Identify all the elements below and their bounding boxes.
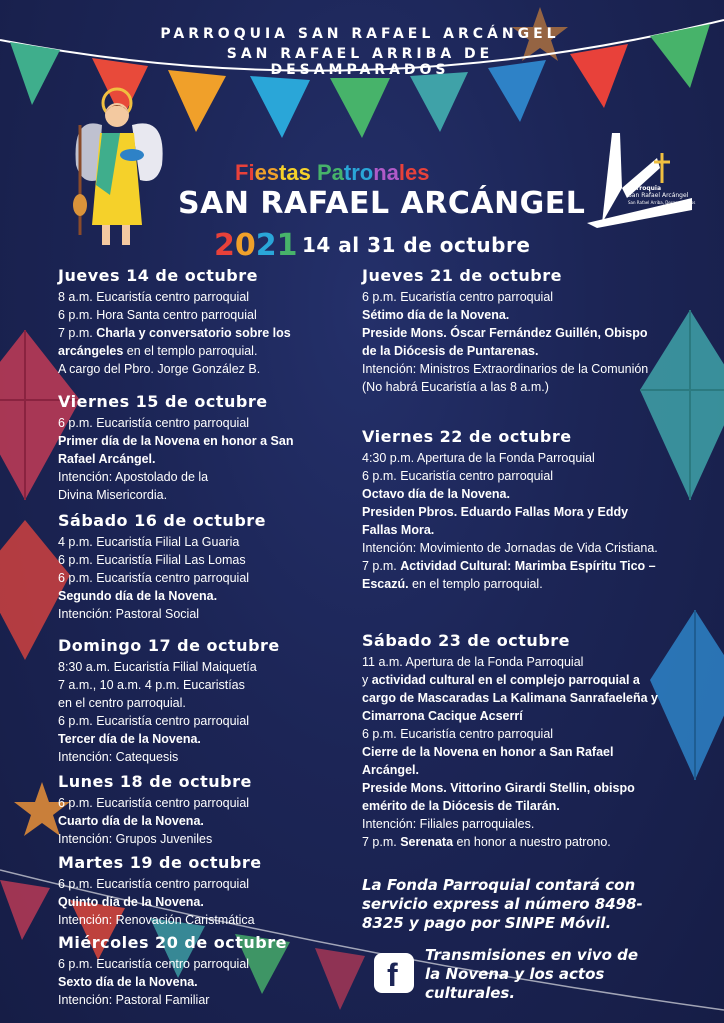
day-friday-22: Viernes 22 de octubre 4:30 p.m. Apertura de la Fonda Parroquial 6 p.m. Eucaristía centro parroquial Octavo día de la Novena. Presiden Pbros. Eduardo Fallas Mora y Eddy Fallas Mora. Intención: Movimiento de Jornadas de Vida Cristiana. 7 p.m. Actividad Cultural: Marimba Espíritu Tico – Escazú. en el templo parroquial. <box>362 427 662 593</box>
fonda-express-note: La Fonda Parroquial contará con servicio express al número 8498-8325 y pago por SINPE Móvil. <box>362 876 643 932</box>
fiestas-title-chunk: les <box>398 160 430 185</box>
day-title: Jueves 14 de octubre <box>58 266 258 285</box>
day-title: Sábado 16 de octubre <box>58 511 267 530</box>
day-title: Jueves 21 de octubre <box>362 266 562 285</box>
day-thursday-21: Jueves 21 de octubre 6 p.m. Eucaristía centro parroquial Sétimo día de la Novena. Preside Mons. Óscar Fernández Guillén, Obispo de la Diócesis de Puntarenas. Intención: Ministros Extraordinarios de la Comunión (No habrá Eucaristía a las 8 a.m.) <box>362 266 662 396</box>
day-title: Martes 19 de octubre <box>58 853 262 872</box>
live-transmissions-note: Transmisiones en vivo de la Novena y los actos culturales. <box>425 946 639 1002</box>
fiestas-title-chunk: Pa <box>316 160 344 185</box>
day-sunday-17: Domingo 17 de octubre 8:30 a.m. Eucaristía Filial Maiquetía 7 a.m., 10 a.m. 4 p.m. Eucaristías en el centro parroquial. 6 p.m. Eucaristía centro parroquial Tercer día de la Novena. Intención: Catequesis <box>58 636 358 766</box>
day-title: Viernes 15 de octubre <box>58 392 268 411</box>
day-title: Viernes 22 de octubre <box>362 427 572 446</box>
parish-logo <box>582 128 702 228</box>
fiestas-title-chunk: tas <box>279 160 317 185</box>
fiestas-title-chunk: es <box>254 160 280 185</box>
day-saturday-16: Sábado 16 de octubre 4 p.m. Eucaristía Filial La Guaria 6 p.m. Eucaristía Filial Las Lomas 6 p.m. Eucaristía centro parroquial Segundo día de la Novena. Intención: Pastoral Social <box>58 511 358 623</box>
fiestas-patronales-title <box>235 160 430 186</box>
day-tuesday-19: Martes 19 de octubre 6 p.m. Eucaristía centro parroquial Quinto día de la Novena. Intención: Renovación Caristmática <box>58 853 358 929</box>
year: 2021 <box>214 228 298 263</box>
fiestas-title-chunk: tro <box>343 160 374 185</box>
day-saturday-23: Sábado 23 de octubre 11 a.m. Apertura de la Fonda Parroquial y actividad cultural en el complejo parroquial a cargo de Mascaradas La Kalimana Sanrafaeleña y Cimarrona Cacique Acserrí 6 p.m. Eucaristía centro parroquial Cierre de la Novena en honor a San Rafael Arcángel. Preside Mons. Vittorino Girardi Stellin, obispo emérito de la Diócesis de Tilarán. Intención: Filiales parroquiales. 7 p.m. Serenata en honor a nuestro patrono. <box>362 631 662 851</box>
parish-location: SAN RAFAEL ARRIBA DE DESAMPARADOS <box>226 46 494 78</box>
day-title: Lunes 18 de octubre <box>58 772 252 791</box>
day-monday-18: Lunes 18 de octubre 6 p.m. Eucaristía centro parroquial Cuarto día de la Novena. Intención: Grupos Juveniles <box>58 772 358 848</box>
facebook-icon[interactable]: f <box>374 953 414 993</box>
saint-title: SAN RAFAEL ARCÁNGEL <box>178 186 586 221</box>
festival-dates: 14 al 31 de octubre <box>302 233 531 257</box>
day-title: Miércoles 20 de octubre <box>58 933 287 952</box>
parish-name: PARROQUIA SAN RAFAEL ARCÁNGEL <box>160 26 560 42</box>
day-wednesday-20: Miércoles 20 de octubre 6 p.m. Eucaristía centro parroquial Sexto día de la Novena. Intención: Pastoral Familiar <box>58 933 358 1009</box>
day-thursday-14: Jueves 14 de octubre 8 a.m. Eucaristía centro parroquial 6 p.m. Hora Santa centro parroquial 7 p.m. Charla y conversatorio sobre los arcángeles en el templo parroquial. A cargo del Pbro. Jorge González B. <box>58 266 358 378</box>
archangel-illustration <box>62 85 172 255</box>
day-title: Sábado 23 de octubre <box>362 631 571 650</box>
fiestas-title-chunk: na <box>373 160 399 185</box>
fiestas-title-chunk: Fi <box>235 160 255 185</box>
day-title: Domingo 17 de octubre <box>58 636 280 655</box>
logo-text: Parroquia San Rafael Arcángel San Rafael Arriba, Desamparados <box>628 185 696 205</box>
day-friday-15: Viernes 15 de octubre 6 p.m. Eucaristía centro parroquial Primer día de la Novena en honor a San Rafael Arcángel. Intención: Apostolado de la Divina Misericordia. <box>58 392 328 504</box>
